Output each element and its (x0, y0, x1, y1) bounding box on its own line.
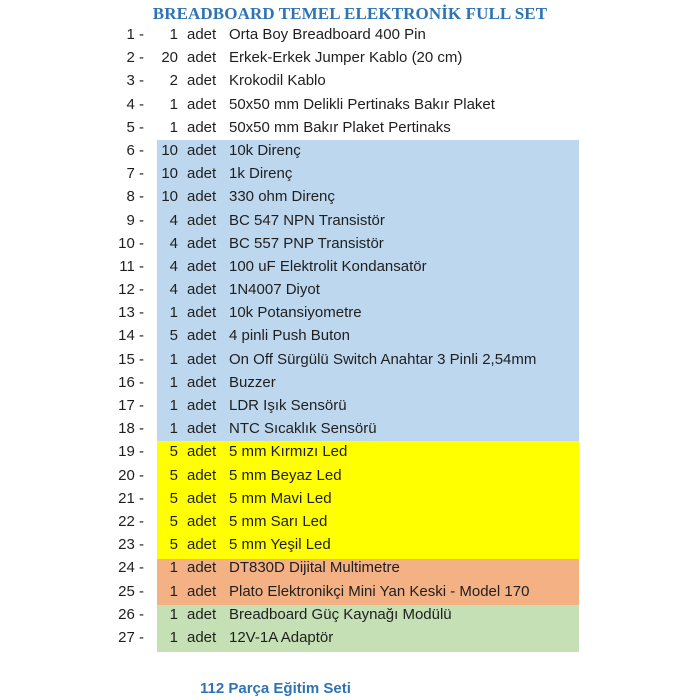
item-number: 8 - (126, 188, 144, 206)
list-item (0, 603, 700, 626)
item-name: 330 ohm Direnç (229, 188, 335, 206)
item-name: 50x50 mm Delikli Pertinaks Bakır Plaket (229, 95, 495, 113)
item-quantity: 10 (161, 188, 178, 206)
list-item (0, 440, 700, 463)
item-quantity: 5 (169, 327, 178, 345)
item-name: Krokodil Kablo (229, 72, 326, 90)
item-name: Breadboard Güç Kaynağı Modülü (229, 605, 452, 623)
item-unit: adet (187, 466, 217, 484)
list-item (0, 394, 700, 417)
item-number: 4 - (126, 95, 144, 113)
list-item (0, 69, 700, 92)
item-number: 10 - (118, 234, 144, 252)
item-unit: adet (187, 373, 217, 391)
item-unit: adet (187, 95, 217, 113)
item-quantity: 1 (169, 304, 178, 322)
list-item (0, 510, 700, 533)
item-unit: adet (187, 257, 217, 275)
list-item (0, 626, 700, 649)
item-unit: adet (187, 49, 217, 67)
item-number: 13 - (118, 304, 144, 322)
item-quantity: 20 (161, 49, 178, 67)
item-name: 100 uF Elektrolit Kondansatör (229, 257, 427, 275)
item-number: 20 - (118, 466, 144, 484)
list-item (0, 348, 700, 371)
item-number: 21 - (118, 489, 144, 507)
item-quantity: 1 (169, 95, 178, 113)
item-unit: adet (187, 211, 217, 229)
item-unit: adet (187, 234, 217, 252)
item-name: DT830D Dijital Multimetre (229, 559, 400, 577)
item-name: 12V-1A Adaptör (229, 628, 334, 646)
item-quantity: 10 (161, 165, 178, 183)
item-quantity: 1 (169, 350, 178, 368)
item-unit: adet (187, 26, 217, 43)
item-number: 7 - (126, 165, 144, 183)
footer-summary: 112 Parça Eğitim Seti (200, 680, 351, 697)
item-quantity: 5 (169, 489, 178, 507)
item-quantity: 1 (169, 420, 178, 438)
item-quantity: 10 (161, 141, 178, 159)
item-name: 4 pinli Push Buton (229, 327, 350, 345)
item-quantity: 1 (169, 373, 178, 391)
list-item (0, 116, 700, 139)
list-item (0, 417, 700, 440)
item-unit: adet (187, 141, 217, 159)
item-list (0, 23, 700, 649)
item-name: BC 547 NPN Transistör (229, 211, 385, 229)
list-item (0, 301, 700, 324)
item-unit: adet (187, 443, 217, 461)
list-item (0, 93, 700, 116)
item-name: 10k Potansiyometre (229, 304, 362, 322)
list-item (0, 139, 700, 162)
item-name: 1k Direnç (229, 165, 293, 183)
item-unit: adet (187, 327, 217, 345)
item-unit: adet (187, 536, 217, 554)
item-number: 26 - (118, 605, 144, 623)
item-number: 2 - (126, 49, 144, 67)
page-title: BREADBOARD TEMEL ELEKTRONİK FULL SET (152, 4, 548, 23)
item-name: 1N4007 Diyot (229, 281, 320, 299)
item-quantity: 4 (169, 281, 178, 299)
list-item (0, 209, 700, 232)
item-unit: adet (187, 397, 217, 414)
list-item (0, 278, 700, 301)
item-quantity: 4 (169, 211, 178, 229)
list-item (0, 371, 700, 394)
item-number: 18 - (118, 420, 144, 438)
item-number: 25 - (118, 582, 144, 600)
item-quantity: 1 (169, 582, 178, 600)
item-number: 6 - (126, 141, 144, 159)
list-item (0, 185, 700, 208)
item-quantity: 1 (169, 628, 178, 646)
item-number: 9 - (126, 211, 144, 229)
item-name: Erkek-Erkek Jumper Kablo (20 cm) (229, 49, 463, 67)
item-quantity: 1 (169, 397, 178, 414)
item-name: LDR Işık Sensörü (229, 397, 347, 414)
list-item (0, 232, 700, 255)
item-name: 10k Direnç (229, 141, 301, 159)
item-unit: adet (187, 281, 217, 299)
list-item (0, 580, 700, 603)
item-number: 24 - (118, 559, 144, 577)
item-name: 50x50 mm Bakır Plaket Pertinaks (229, 118, 451, 136)
item-number: 12 - (118, 281, 144, 299)
item-number: 1 - (126, 26, 144, 43)
item-name: Buzzer (229, 373, 276, 391)
item-unit: adet (187, 605, 217, 623)
item-name: 5 mm Kırmızı Led (229, 443, 348, 461)
item-quantity: 5 (169, 512, 178, 530)
list-item (0, 46, 700, 69)
item-number: 22 - (118, 512, 144, 530)
list-item (0, 556, 700, 579)
list-item (0, 255, 700, 278)
item-name: 5 mm Sarı Led (229, 512, 328, 530)
item-quantity: 1 (169, 26, 178, 43)
item-quantity: 2 (169, 72, 178, 90)
item-number: 23 - (118, 536, 144, 554)
item-unit: adet (187, 559, 217, 577)
item-name: On Off Sürgülü Switch Anahtar 3 Pinli 2,54mm (229, 350, 537, 368)
item-unit: adet (187, 118, 217, 136)
item-unit: adet (187, 512, 217, 530)
item-name: Orta Boy Breadboard 400 Pin (229, 26, 426, 43)
item-quantity: 1 (169, 559, 178, 577)
item-quantity: 4 (169, 257, 178, 275)
item-number: 17 - (118, 397, 144, 414)
item-unit: adet (187, 489, 217, 507)
item-quantity: 1 (169, 605, 178, 623)
item-quantity: 5 (169, 536, 178, 554)
list-item (0, 464, 700, 487)
item-quantity: 5 (169, 443, 178, 461)
item-unit: adet (187, 420, 217, 438)
item-number: 19 - (118, 443, 144, 461)
item-number: 5 - (126, 118, 144, 136)
item-name: Plato Elektronikçi Mini Yan Keski - Model 170 (229, 582, 530, 600)
item-unit: adet (187, 350, 217, 368)
item-unit: adet (187, 72, 217, 90)
item-name: 5 mm Mavi Led (229, 489, 332, 507)
item-quantity: 1 (169, 118, 178, 136)
item-unit: adet (187, 304, 217, 322)
item-number: 15 - (118, 350, 144, 368)
item-unit: adet (187, 188, 217, 206)
item-name: 5 mm Beyaz Led (229, 466, 342, 484)
item-number: 16 - (118, 373, 144, 391)
item-unit: adet (187, 582, 217, 600)
item-quantity: 4 (169, 234, 178, 252)
item-number: 11 - (119, 257, 144, 275)
list-item (0, 23, 700, 46)
list-item (0, 162, 700, 185)
item-number: 3 - (126, 72, 144, 90)
list-item (0, 487, 700, 510)
item-unit: adet (187, 165, 217, 183)
item-number: 14 - (118, 327, 144, 345)
item-quantity: 5 (169, 466, 178, 484)
item-name: 5 mm Yeşil Led (229, 536, 331, 554)
item-name: BC 557 PNP Transistör (229, 234, 384, 252)
list-item (0, 533, 700, 556)
list-item (0, 324, 700, 347)
item-unit: adet (187, 628, 217, 646)
item-name: NTC Sıcaklık Sensörü (229, 420, 377, 438)
item-number: 27 - (118, 628, 144, 646)
